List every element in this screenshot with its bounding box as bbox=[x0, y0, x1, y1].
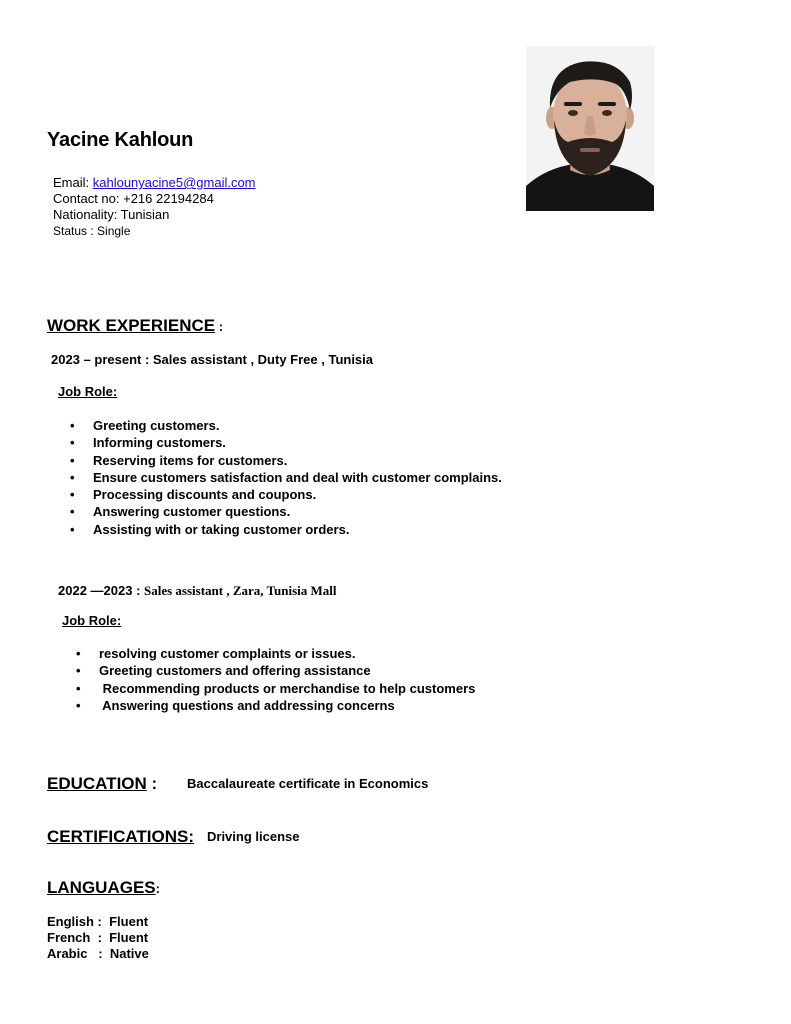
marital-status: Status : Single bbox=[53, 224, 131, 238]
job-2-duties bbox=[75, 645, 475, 714]
email-row bbox=[53, 175, 256, 191]
job-1-duties bbox=[69, 417, 502, 538]
job-2-position: Sales assistant , Zara, Tunisia Mall bbox=[144, 583, 337, 598]
education-heading bbox=[47, 774, 157, 794]
job-2-period: 2022 —2023 : bbox=[58, 583, 145, 598]
email-label: Email: bbox=[53, 175, 93, 190]
job-1-position: Sales assistant , Duty Free , Tunisia bbox=[152, 352, 374, 367]
languages-colon: : bbox=[155, 881, 160, 896]
list-item: • Greeting customers. bbox=[69, 417, 502, 434]
list-item: • Recommending products or merchandise to help customers bbox=[75, 680, 475, 697]
contact-number: Contact no: +216 22194284 bbox=[53, 191, 214, 206]
certifications-value: Driving license bbox=[207, 829, 300, 844]
education-title: EDUCATION bbox=[47, 774, 147, 793]
languages-title: LANGUAGES bbox=[47, 878, 156, 897]
language-item: French : Fluent bbox=[47, 930, 149, 945]
education-colon: : bbox=[146, 774, 158, 793]
list-item: • Informing customers. bbox=[69, 434, 502, 451]
job-2-line bbox=[58, 583, 337, 599]
job-1-period: 2023 – present : bbox=[51, 352, 153, 367]
work-experience-colon: : bbox=[215, 319, 224, 334]
job-2-role-label: Job Role: bbox=[62, 613, 122, 628]
list-item: • Answering questions and addressing concerns bbox=[75, 697, 475, 714]
list-item: • Answering customer questions. bbox=[69, 503, 502, 520]
certifications-heading bbox=[47, 827, 194, 847]
list-item: • Assisting with or taking customer orders. bbox=[69, 521, 502, 538]
contact-info bbox=[53, 175, 256, 239]
language-item: Arabic : Native bbox=[47, 946, 149, 961]
job-1-line bbox=[51, 352, 373, 367]
languages-list bbox=[47, 914, 149, 962]
list-item: • Greeting customers and offering assistance bbox=[75, 662, 475, 679]
languages-heading bbox=[47, 878, 160, 898]
work-experience-title: WORK EXPERIENCE bbox=[47, 316, 216, 335]
portrait-illustration bbox=[526, 46, 654, 211]
language-item: English : Fluent bbox=[47, 914, 149, 929]
certifications-title: CERTIFICATIONS: bbox=[47, 827, 195, 846]
nationality: Nationality: Tunisian bbox=[53, 207, 170, 222]
list-item: • Processing discounts and coupons. bbox=[69, 486, 502, 503]
profile-photo bbox=[526, 46, 654, 211]
job-1-role-label: Job Role: bbox=[58, 384, 118, 399]
work-experience-heading bbox=[47, 316, 223, 336]
education-value: Baccalaureate certificate in Economics bbox=[187, 776, 429, 791]
list-item: • Reserving items for customers. bbox=[69, 452, 502, 469]
candidate-name: Yacine Kahloun bbox=[47, 129, 194, 151]
list-item: • resolving customer complaints or issues. bbox=[75, 645, 475, 662]
email-link[interactable]: kahlounyacine5@gmail.com bbox=[92, 175, 256, 190]
list-item: • Ensure customers satisfaction and deal with customer complains. bbox=[69, 469, 502, 486]
